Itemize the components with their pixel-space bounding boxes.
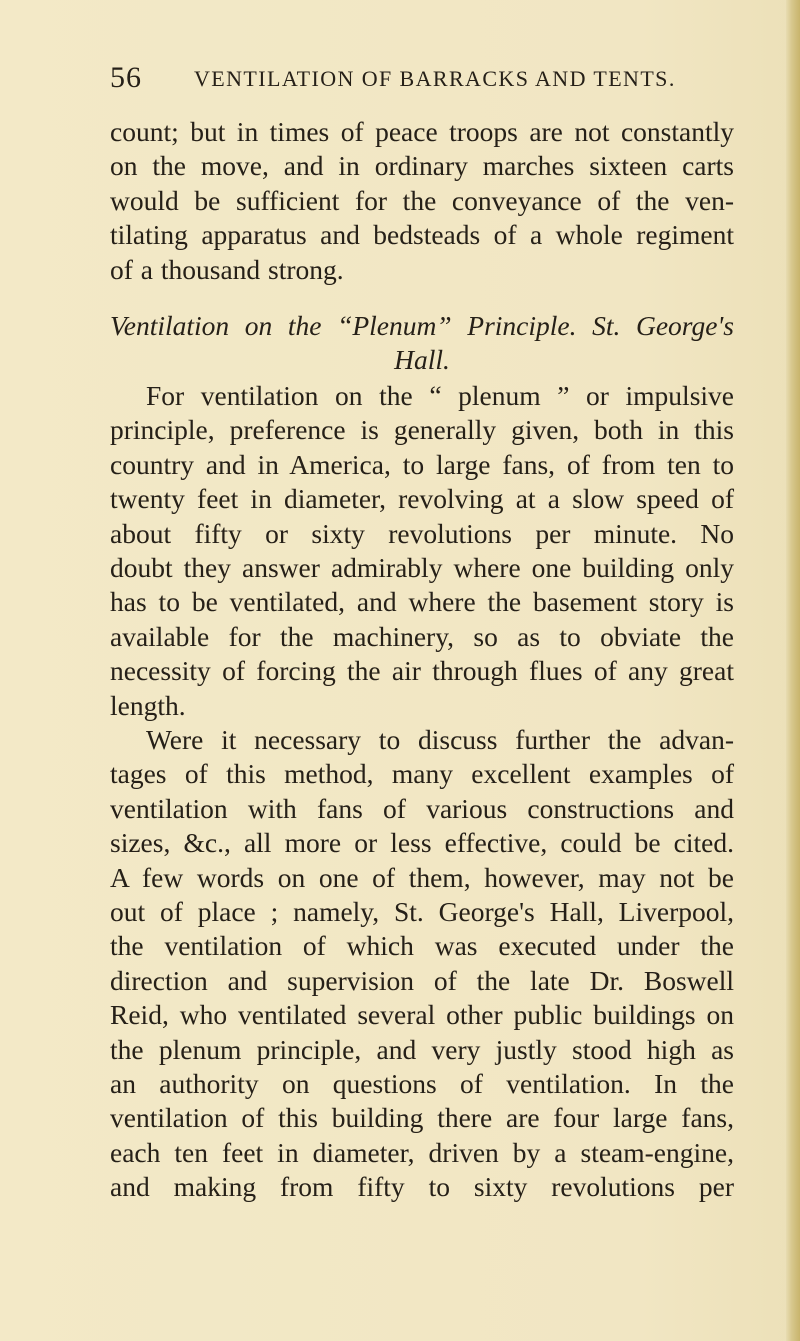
text-line: direction and supervision of the late Dr. Boswell xyxy=(110,964,734,996)
text-line: count; but in times of peace troops are not constantly xyxy=(110,116,734,147)
section-heading: Ventilation on the “Plenum” Principle. St. George's xyxy=(110,310,734,341)
text-line: A few words on one of them, however, may not be xyxy=(110,861,734,893)
text-line: has to be ventilated, and where the basement story is xyxy=(110,586,734,618)
text-line: Reid, who ventilated several other public buildings on xyxy=(110,999,734,1031)
paragraph-2 xyxy=(110,379,734,723)
text-line: country and in America, to large fans, of from ten to xyxy=(110,448,734,480)
text-line: out of place ; namely, St. George's Hall, Liverpool, xyxy=(110,895,734,927)
page-edge xyxy=(786,0,800,1341)
text-line: about fifty or sixty revolutions per minute. No xyxy=(110,517,734,549)
text-line: principle, preference is generally given, both in this xyxy=(110,414,734,446)
text-line: ventilation of this building there are four large fans, xyxy=(110,1102,734,1134)
text-line: on the move, and in ordinary marches sixteen carts xyxy=(110,150,734,182)
text-line: doubt they answer admirably where one building only xyxy=(110,551,734,583)
paragraph-3 xyxy=(110,723,734,1204)
text-line: of a thousand strong. xyxy=(110,253,344,285)
text-line: the plenum principle, and very justly stood high as xyxy=(110,1033,734,1065)
text-line: length. xyxy=(110,689,186,721)
text-line: and making from fifty to sixty revolutions per xyxy=(110,1171,734,1203)
page-number: 56 xyxy=(110,61,142,94)
text-line: available for the machinery, so as to obviate the xyxy=(110,620,734,652)
text-line: For ventilation on the “ plenum ” or impulsive xyxy=(146,380,734,411)
text-line: twenty feet in diameter, revolving at a slow speed of xyxy=(110,483,734,515)
text-line: ventilation with fans of various constructions and xyxy=(110,792,734,824)
text-line: tilating apparatus and bedsteads of a whole regiment xyxy=(110,219,734,251)
paragraph-1 xyxy=(110,115,734,287)
text-line: sizes, &c., all more or less effective, could be cited. xyxy=(110,827,734,859)
section-heading-continuation: Hall. xyxy=(394,344,450,375)
text-line: each ten feet in diameter, driven by a steam-engine, xyxy=(110,1136,734,1168)
page-header xyxy=(110,60,750,96)
text-line: necessity of forcing the air through flues of any great xyxy=(110,655,734,687)
text-line: tages of this method, many excellent examples of xyxy=(110,758,734,790)
text-line: Were it necessary to discuss further the advan- xyxy=(146,724,734,755)
text-line: would be sufficient for the conveyance of the ven- xyxy=(110,184,734,216)
running-title: VENTILATION OF BARRACKS AND TENTS. xyxy=(194,66,676,91)
text-line: the ventilation of which was executed under the xyxy=(110,930,734,962)
text-line: an authority on questions of ventilation. In the xyxy=(110,1067,734,1099)
